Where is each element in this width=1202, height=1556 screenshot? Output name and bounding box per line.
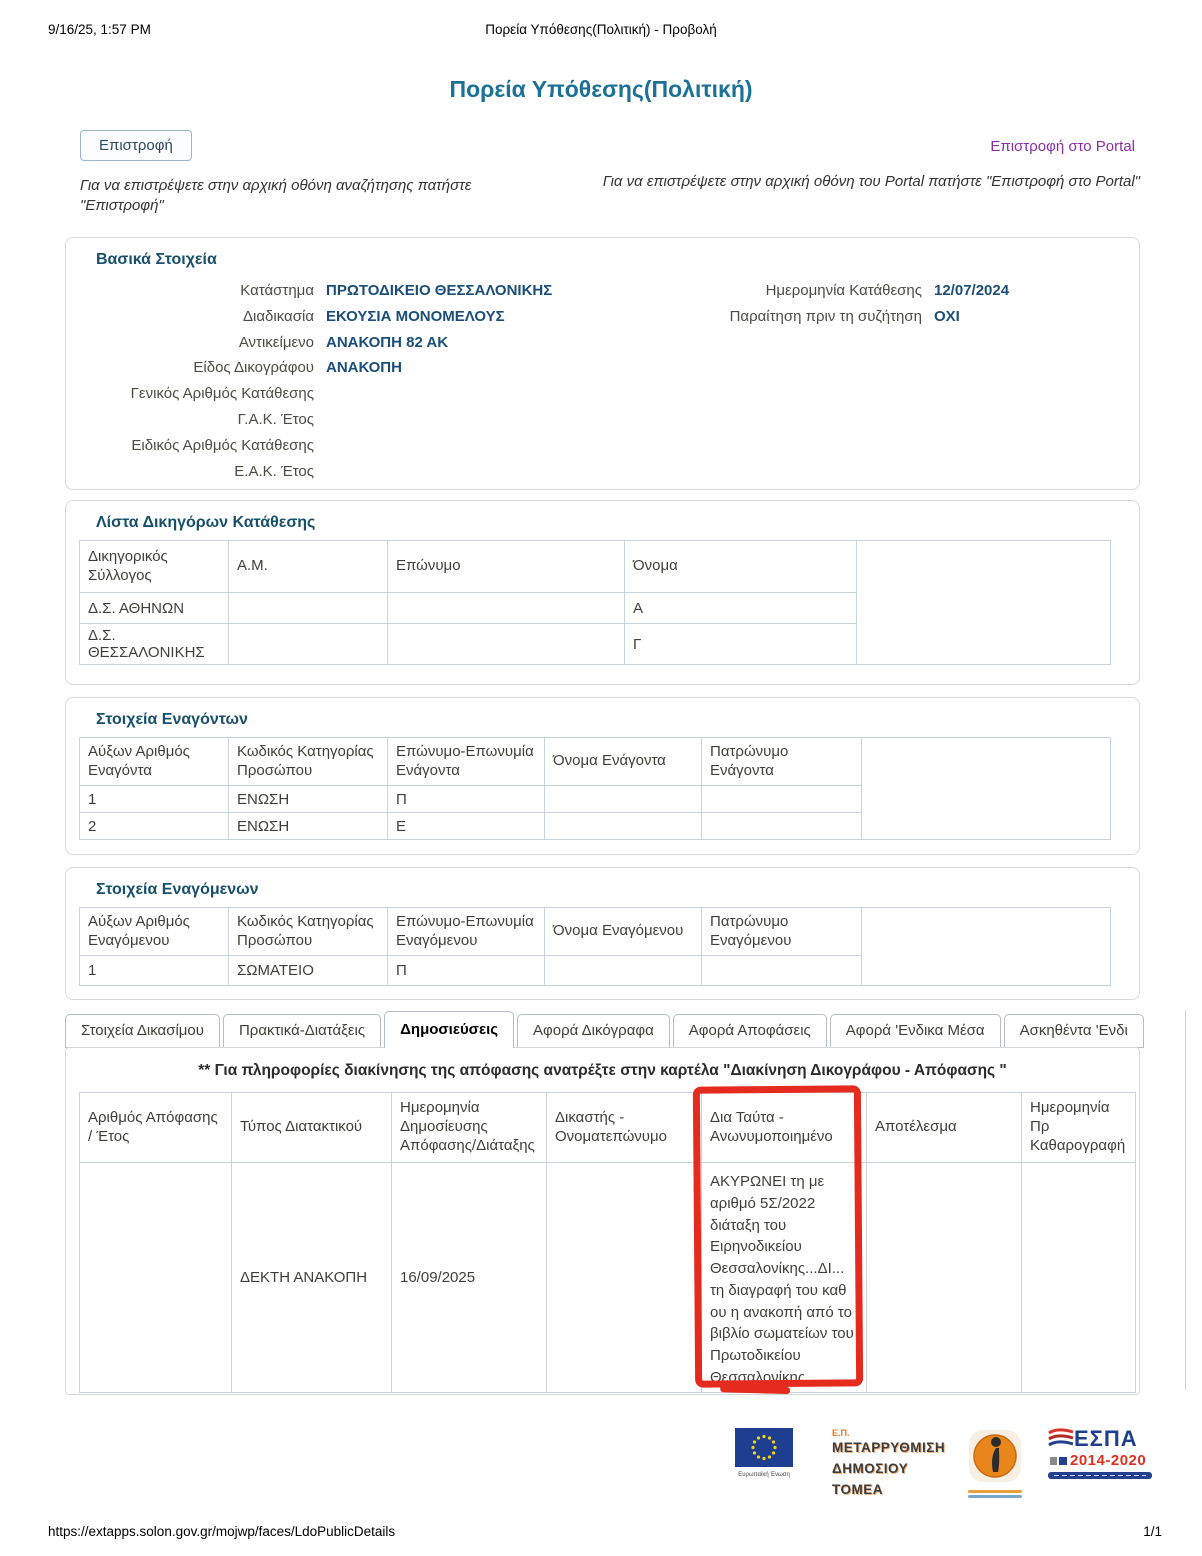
field-label: Ε.Α.Κ. Έτος	[234, 462, 314, 480]
ep-line: ΜΕΤΑΡΡΥΘΜΙΣΗ	[832, 1440, 946, 1455]
right-edge-rule	[1185, 1010, 1186, 1390]
field-label: Γενικός Αριθμός Κατάθεσης	[130, 385, 314, 403]
funding-logos	[720, 1428, 1160, 1524]
empty-column	[862, 738, 1111, 840]
espa-tagline-bar	[1048, 1472, 1152, 1479]
print-url: https://extapps.solon.gov.gr/mojwp/faces/LdoPublicDetails	[48, 1524, 396, 1539]
cell	[545, 786, 702, 813]
field-value: ΑΝΑΚΟΠΗ 82 ΑΚ	[326, 333, 449, 351]
cell	[545, 956, 702, 986]
cell	[388, 624, 625, 665]
table-row	[80, 1163, 1136, 1393]
lawyers-table	[79, 540, 1111, 665]
tab-askithenta-endika[interactable]: Ασκηθέντα 'Ενδι	[1004, 1014, 1144, 1048]
portal-hint-text: Για να επιστρέψετε στην αρχική οθόνη του Portal πατήστε "Επιστροφή στο Portal"	[602, 173, 1140, 190]
page-title: Πορεία Υπόθεσης(Πολιτική)	[449, 76, 753, 102]
back-button[interactable]: Επιστροφή	[80, 130, 192, 161]
header-cell: Δικηγορικός Σύλλογος	[80, 541, 229, 593]
field-value	[326, 407, 446, 433]
header-cell: Ημερομηνία Πρ Καθαρογραφή	[1022, 1093, 1136, 1163]
espa-years: 2014-2020	[1070, 1452, 1147, 1469]
digital-greece-logo	[964, 1428, 1026, 1500]
tab-afora-endika-mesa[interactable]: Αφορά 'Ενδικα Μέσα	[830, 1014, 1001, 1048]
field-label: Ημερομηνία Κατάθεσης	[765, 282, 922, 299]
header-cell: Αύξων Αριθμός Εναγόμενου	[80, 908, 229, 956]
ep-programme-logo	[832, 1428, 946, 1501]
header-cell: Αριθμός Απόφασης / Έτος	[80, 1093, 232, 1163]
cell: Ε	[388, 813, 545, 840]
tab-afora-apofaseis[interactable]: Αφορά Αποφάσεις	[673, 1014, 827, 1048]
basic-info-right-fields	[694, 278, 1054, 330]
cell: Π	[388, 786, 545, 813]
field-label: Ειδικός Αριθμός Κατάθεσης	[131, 436, 314, 454]
portal-return-link[interactable]: Επιστροφή στο Portal	[990, 138, 1135, 155]
case-tabs	[65, 1010, 1202, 1048]
field-label: Διαδικασία	[243, 307, 314, 325]
cell: Δ.Σ. ΘΕΣΣΑΛΟΝΙΚΗΣ	[80, 624, 229, 665]
field-value: ΟΧΙ	[934, 307, 960, 325]
cell: 1	[80, 956, 229, 986]
cell: Δ.Σ. ΑΘΗΝΩΝ	[80, 593, 229, 624]
lawyers-panel	[65, 500, 1140, 685]
field-value	[326, 381, 446, 407]
header-cell: Όνομα Ενάγοντα	[545, 738, 702, 786]
defendants-title: Στοιχεία Εναγόμενων	[96, 881, 259, 898]
basic-info-title: Βασικά Στοιχεία	[96, 251, 217, 268]
field-label: Αντικείμενο	[238, 333, 314, 351]
field-value: ΠΡΩΤΟΔΙΚΕΙΟ ΘΕΣΣΑΛΟΝΙΚΗΣ	[326, 282, 553, 299]
tab-dimosieuseis[interactable]: Δημοσιεύσεις	[384, 1011, 514, 1048]
cell: ΣΩΜΑΤΕΙΟ	[229, 956, 388, 986]
lawyers-title: Λίστα Δικηγόρων Κατάθεσης	[96, 514, 316, 531]
empty-column	[862, 908, 1111, 986]
cell	[229, 624, 388, 665]
cell	[80, 1163, 232, 1393]
cell	[545, 813, 702, 840]
publications-table	[79, 1092, 1136, 1393]
header-cell: Δικαστής - Ονοματεπώνυμο	[547, 1093, 702, 1163]
cell: ΕΝΩΣΗ	[229, 813, 388, 840]
print-doc-title: Πορεία Υπόθεσης(Πολιτική) - Προβολή	[485, 22, 717, 37]
cell	[702, 786, 862, 813]
publications-note: ** Για πληροφορίες διακίνησης της απόφασης ανατρέξτε στην καρτέλα "Διακίνηση Δικογράφου - Απόφασης "	[198, 1062, 1007, 1079]
ep-tag: Ε.Π.	[832, 1428, 850, 1438]
print-datetime: 9/16/25, 1:57 PM	[48, 22, 151, 37]
field-label: Γ.Α.Κ. Έτος	[237, 410, 314, 428]
header-cell: Τύπος Διατακτικού	[232, 1093, 392, 1163]
plaintiffs-table	[79, 737, 1111, 840]
field-label: Είδος Δικογράφου	[193, 359, 314, 377]
header-cell: Α.Μ.	[229, 541, 388, 593]
field-label: Κατάστημα	[240, 282, 314, 299]
publications-panel	[65, 1047, 1140, 1395]
cell: Α	[625, 593, 857, 624]
header-cell: Δια Ταύτα - Ανωνυμοποιημένο	[702, 1093, 867, 1163]
header-cell: Όνομα Εναγόμενου	[545, 908, 702, 956]
cell	[702, 956, 862, 986]
cell: Γ	[625, 624, 857, 665]
cell	[388, 593, 625, 624]
header-cell: Κωδικός Κατηγορίας Προσώπου	[229, 738, 388, 786]
print-header	[48, 22, 1154, 37]
field-value: ΑΝΑΚΟΠΗ	[326, 359, 402, 377]
cell: Π	[388, 956, 545, 986]
cell	[867, 1163, 1022, 1393]
cell: ΔΕΚΤΗ ΑΝΑΚΟΠΗ	[232, 1163, 392, 1393]
basic-info-left-fields	[78, 278, 552, 484]
espa-name: ΕΣΠΑ	[1074, 1426, 1138, 1451]
field-value	[326, 459, 446, 485]
header-cell: Επώνυμο-Επωνυμία Ενάγοντα	[388, 738, 545, 786]
field-label: Παραίτηση πριν τη συζήτηση	[729, 307, 922, 325]
header-cell: Πατρώνυμο Εναγόμενου	[702, 908, 862, 956]
field-value	[326, 433, 446, 459]
tab-stoixeia-dikasimou[interactable]: Στοιχεία Δικασίμου	[65, 1014, 220, 1048]
cell	[547, 1163, 702, 1393]
cell	[702, 813, 862, 840]
cell: 1	[80, 786, 229, 813]
digital-greece-caption	[964, 1490, 1026, 1498]
header-cell: Όνομα	[625, 541, 857, 593]
header-cell: Αποτέλεσμα	[867, 1093, 1022, 1163]
cell: 2	[80, 813, 229, 840]
header-cell: Πατρώνυμο Ενάγοντα	[702, 738, 862, 786]
header-cell: Επώνυμο	[388, 541, 625, 593]
header-cell: Αύξων Αριθμός Εναγόντα	[80, 738, 229, 786]
print-page-number: 1/1	[1143, 1524, 1162, 1539]
tab-praktika-diataxeis[interactable]: Πρακτικά-Διατάξεις	[223, 1014, 381, 1048]
cell: 16/09/2025	[392, 1163, 547, 1393]
espa-flag-icons	[1050, 1457, 1067, 1465]
header-cell: Ημερομηνία Δημοσίευσης Απόφασης/Διάταξης	[392, 1093, 547, 1163]
header-cell: Επώνυμο-Επωνυμία Εναγόμενου	[388, 908, 545, 956]
ep-line: ΤΟΜΕΑ	[832, 1481, 884, 1497]
cell: ΕΝΩΣΗ	[229, 786, 388, 813]
cell	[229, 593, 388, 624]
header-cell: Κωδικός Κατηγορίας Προσώπου	[229, 908, 388, 956]
eu-flag-logo	[734, 1428, 794, 1479]
plaintiffs-panel	[65, 697, 1140, 855]
basic-info-panel	[65, 237, 1140, 490]
tab-afora-dikografa[interactable]: Αφορά Δικόγραφα	[517, 1014, 670, 1048]
ep-line: ΔΗΜΟΣΙΟΥ	[832, 1460, 909, 1476]
field-value: ΕΚΟΥΣΙΑ ΜΟΝΟΜΕΛΟΥΣ	[326, 307, 505, 325]
espa-logo	[1048, 1428, 1152, 1479]
eu-flag-icon	[735, 1428, 793, 1467]
empty-column	[857, 541, 1111, 665]
field-value: 12/07/2024	[934, 282, 1010, 299]
cell-dia-tauta: ΑΚΥΡΩΝΕΙ τη με αριθμό 5Σ/2022 διάταξη του Ειρηνοδικείου Θεσσαλονίκης...ΔΙ... τη διαγραφή του καθ ου η ανακοπή από το βιβλίο σωματείων του Πρωτοδικείου Θεσσαλονίκης.	[702, 1163, 867, 1393]
defendants-panel	[65, 867, 1140, 1000]
digital-greece-icon	[967, 1428, 1023, 1484]
espa-waves-icon	[1048, 1428, 1074, 1450]
plaintiffs-title: Στοιχεία Εναγόντων	[96, 711, 248, 728]
back-hint-text: Για να επιστρέψετε στην αρχική οθόνη αναζήτησης πατήστε "Επιστροφή"	[80, 177, 472, 215]
defendants-table	[79, 907, 1111, 986]
eu-flag-caption: Ευρωπαϊκή Ένωση	[738, 1472, 790, 1478]
cell	[1022, 1163, 1136, 1393]
